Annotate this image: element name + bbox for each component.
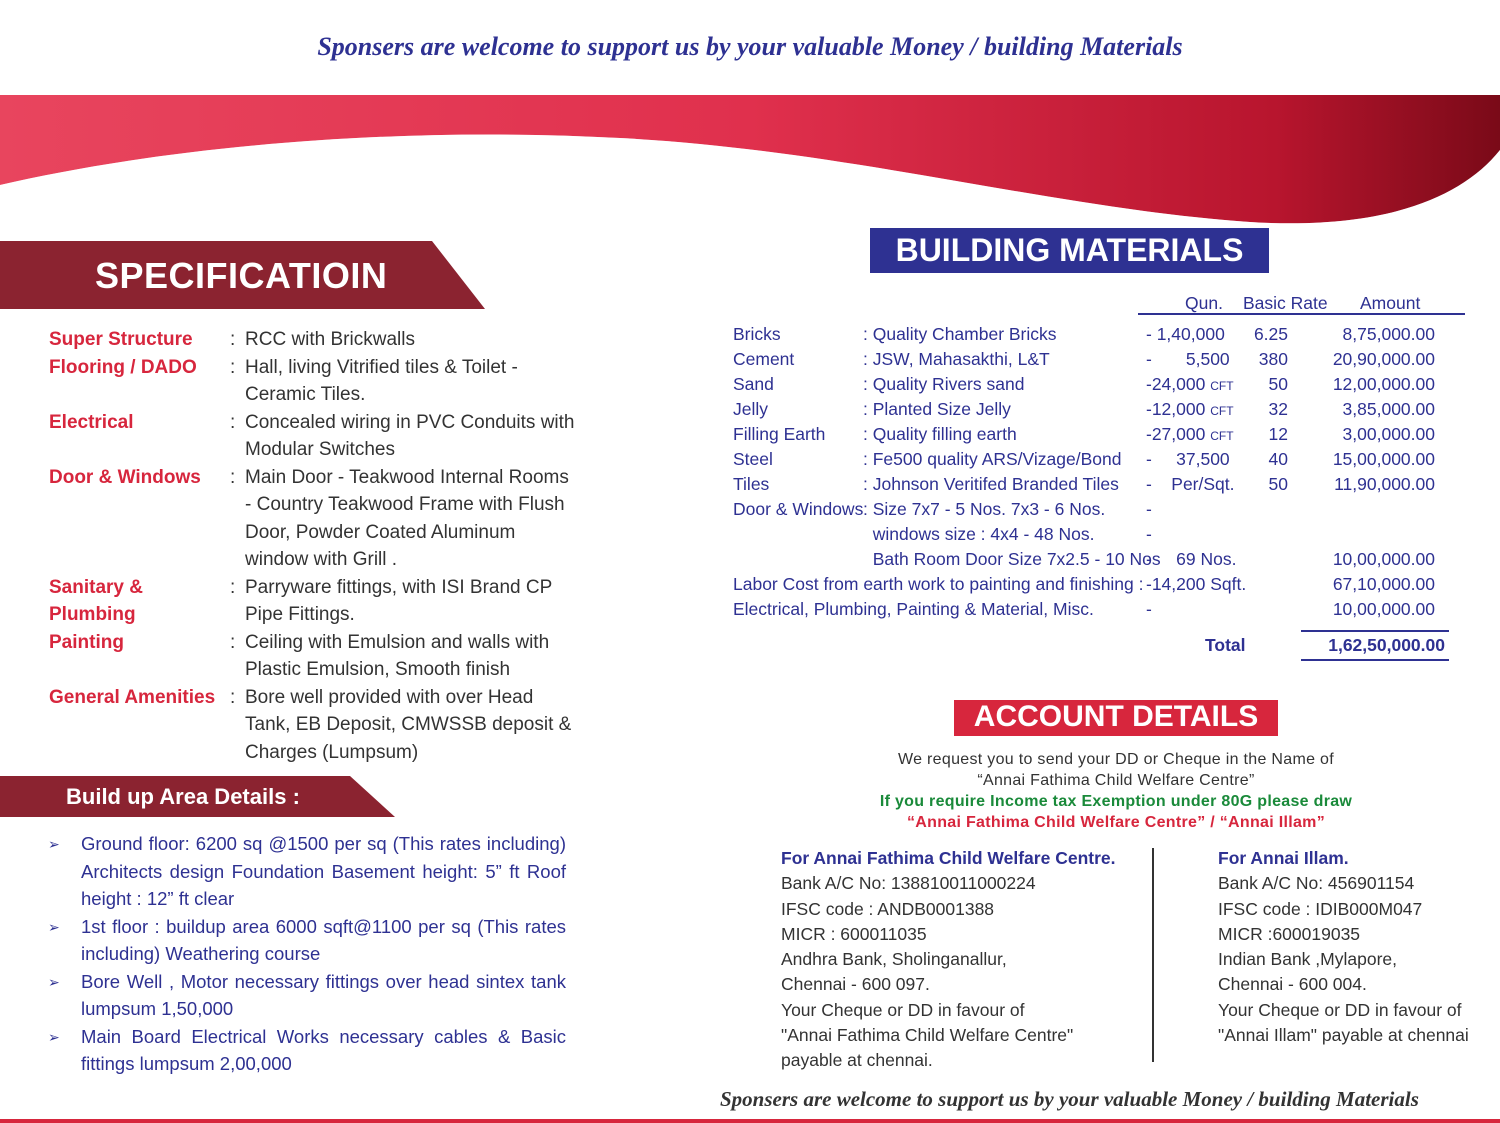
account-line: Chennai - 600 097.: [781, 974, 930, 995]
request-line: We request you to send your DD or Cheque in the Name of: [898, 751, 1334, 768]
bottom-tagline: Sponsers are welcome to support us by your valuable Money / building Materials: [720, 1087, 1419, 1111]
spec-value: Parryware fittings, with ISI Brand CP Pipe Fittings.: [245, 576, 552, 625]
list-item-text: Main Board Electrical Works necessary cables & Basic fittings lumpsum 2,00,000: [81, 1025, 566, 1074]
material-amount: 11,90,000.00: [1334, 474, 1435, 494]
material-desc: : Size 7x7 - 5 Nos. 7x3 - 6 Nos.: [863, 499, 1106, 519]
arrow-bullet-icon: ➢: [48, 973, 60, 990]
spec-colon: :: [230, 576, 236, 598]
account-request: [760, 749, 1472, 833]
spec-colon: :: [230, 411, 236, 433]
account-line: IFSC code : ANDB0001388: [781, 898, 995, 919]
spec-row: [49, 354, 579, 409]
material-qty: - 5,500: [1146, 349, 1230, 369]
misc-row: [733, 599, 1468, 624]
table-row: [733, 399, 1468, 424]
spec-colon: :: [230, 356, 236, 378]
material-desc: : JSW, Mahasakthi, L&T: [863, 349, 1050, 369]
account-left-column: [781, 846, 1116, 1074]
spec-label: Painting: [49, 631, 124, 653]
account-line: Indian Bank ,Mylapore,: [1218, 949, 1397, 970]
misc-qty: -: [1146, 599, 1152, 619]
material-qty: -24,000 CFT: [1146, 374, 1234, 394]
spec-row: [49, 629, 579, 684]
material-amount: 3,00,000.00: [1342, 424, 1435, 444]
material-name: Jelly: [733, 399, 769, 419]
material-rate: 50: [1268, 374, 1288, 394]
spec-row: [49, 684, 579, 767]
request-line: “Annai Fathima Child Welfare Centre”: [977, 772, 1255, 789]
list-item: [48, 913, 568, 968]
spec-value: Hall, living Vitrified tiles & Toilet - Ceramic Tiles.: [245, 356, 518, 405]
list-item-text: Ground floor: 6200 sq @1500 per sq (This rates including) Architects design Foundation Basement height: 5” ft Roof height : 12” ft clear: [81, 833, 566, 909]
table-row: [733, 499, 1468, 524]
table-row: [733, 349, 1468, 374]
material-desc: : Johnson Veritifed Branded Tiles: [863, 474, 1119, 494]
column-header-amount: Amount: [1360, 293, 1421, 313]
account-left-head: For Annai Fathima Child Welfare Centre.: [781, 848, 1116, 868]
misc-amount: 10,00,000.00: [1332, 599, 1435, 619]
arrow-bullet-icon: ➢: [48, 1028, 60, 1045]
account-line: Bank A/C No: 456901154: [1218, 873, 1415, 894]
account-line: "Annai Illam" payable at chennai: [1218, 1025, 1469, 1046]
total-row: [733, 635, 1468, 660]
spec-row: [49, 409, 579, 464]
build-up-list: [48, 830, 568, 1078]
building-materials-title: BUILDING MATERIALS: [895, 232, 1244, 268]
material-amount: 12,00,000.00: [1332, 374, 1435, 394]
material-name: Sand: [733, 374, 774, 394]
material-name: Door & Windows: [733, 499, 864, 519]
spec-value: Ceiling with Emulsion and walls with Plastic Emulsion, Smooth finish: [245, 631, 550, 680]
account-details-title: ACCOUNT DETAILS: [973, 700, 1259, 733]
spec-label: Sanitary & Plumbing: [49, 576, 143, 625]
account-line: Bank A/C No: 138810011000224: [781, 873, 1036, 894]
account-line: Your Cheque or DD in favour of: [1218, 999, 1462, 1020]
material-qty: - 37,500: [1146, 449, 1230, 469]
labor-label: Labor Cost from earth work to painting and finishing :: [733, 574, 1144, 594]
specification-list: [49, 326, 579, 766]
spec-value: Main Door - Teakwood Internal Rooms - Country Teakwood Frame with Flush Door, Powder Coated Aluminum window with Grill .: [245, 466, 569, 570]
spec-colon: :: [230, 466, 236, 488]
account-right-head: For Annai Illam.: [1218, 848, 1349, 868]
table-row: [733, 549, 1468, 574]
spec-label: Electrical: [49, 411, 134, 433]
table-row: [733, 324, 1468, 349]
specification-title: SPECIFICATIOIN: [95, 255, 388, 296]
total-amount: 1,62,50,000.00: [1328, 635, 1445, 655]
material-name: Steel: [733, 449, 773, 469]
spec-colon: :: [230, 631, 236, 653]
material-name: Filling Earth: [733, 424, 826, 444]
arrow-bullet-icon: ➢: [48, 836, 60, 852]
building-materials-banner: [870, 228, 1269, 273]
material-amount: 8,75,000.00: [1342, 324, 1435, 344]
material-desc: windows size : 4x4 - 48 Nos.: [863, 524, 1095, 544]
labor-amount: 67,10,000.00: [1332, 574, 1435, 594]
material-name: Cement: [733, 349, 795, 369]
material-name: Bricks: [733, 324, 781, 344]
account-line: Your Cheque or DD in favour of: [781, 999, 1025, 1020]
material-qty: - 69 Nos.: [1146, 549, 1237, 569]
table-row: [733, 449, 1468, 474]
total-divider-bottom: [1301, 659, 1449, 661]
account-line: "Annai Fathima Child Welfare Centre": [781, 1025, 1074, 1046]
spec-label: Super Structure: [49, 329, 193, 350]
list-item-text: 1st floor : buildup area 6000 sqft@1100 per sq (This rates including) Weathering course: [81, 915, 566, 964]
account-line: MICR :600019035: [1218, 923, 1361, 944]
spec-colon: :: [230, 686, 236, 708]
labor-qty: -14,200 Sqft.: [1146, 574, 1247, 594]
spec-label: Flooring / DADO: [49, 356, 197, 378]
material-rate: 12: [1268, 424, 1288, 444]
total-divider-top: [1301, 630, 1449, 632]
material-qty: -: [1146, 524, 1152, 544]
table-row: [733, 524, 1468, 549]
build-up-banner: [0, 776, 395, 817]
table-row: [733, 374, 1468, 399]
account-line: payable at chennai.: [781, 1050, 933, 1071]
misc-label: Electrical, Plumbing, Painting & Material, Misc.: [733, 599, 1094, 619]
material-qty: - 1,40,000: [1146, 324, 1225, 344]
material-desc: : Quality filling earth: [863, 424, 1017, 444]
tax-payee-line: “Annai Fathima Child Welfare Centre” / “Annai Illam”: [906, 814, 1326, 831]
material-qty: -27,000 CFT: [1146, 424, 1234, 444]
bottom-border: [0, 1119, 1500, 1123]
account-line: Chennai - 600 004.: [1218, 974, 1367, 995]
labor-row: [733, 574, 1468, 599]
decorative-wave: [0, 90, 1500, 230]
material-amount: 15,00,000.00: [1332, 449, 1435, 469]
table-row: [733, 474, 1468, 499]
spec-value: Concealed wiring in PVC Conduits with Modular Switches: [245, 411, 575, 460]
spec-value: RCC with Brickwalls: [245, 329, 415, 350]
specification-banner: [0, 241, 485, 309]
spec-label: General Amenities: [49, 686, 216, 708]
list-item: [48, 1023, 568, 1078]
material-rate: 50: [1268, 474, 1288, 494]
material-rate: 40: [1268, 449, 1288, 469]
spec-label: Door & Windows: [49, 466, 201, 488]
tax-exemption-line: If you require Income tax Exemption under 80G please draw: [879, 793, 1353, 810]
list-item-text: Bore Well , Motor necessary fittings over head sintex tank lumpsum 1,50,000: [81, 970, 566, 1019]
total-label: Total: [1205, 635, 1246, 655]
material-rate: 32: [1268, 399, 1288, 419]
material-amount: 20,90,000.00: [1332, 349, 1435, 369]
account-details-banner: [954, 700, 1278, 736]
column-header-rate: Basic Rate: [1243, 293, 1328, 313]
material-desc: : Quality Chamber Bricks: [863, 324, 1057, 344]
material-desc: : Fe500 quality ARS/Vizage/Bond: [863, 449, 1122, 469]
spec-row: [49, 464, 579, 574]
material-amount: 3,85,000.00: [1342, 399, 1435, 419]
material-amount: 10,00,000.00: [1332, 549, 1435, 569]
list-item: [48, 830, 568, 913]
list-item: [48, 968, 568, 1023]
material-rate: 380: [1258, 349, 1288, 369]
table-row: [733, 424, 1468, 449]
material-qty: - Per/Sqt.: [1146, 474, 1235, 494]
spec-value: Bore well provided with over Head Tank, EB Deposit, CMWSSB deposit & Charges (Lumpsum): [245, 686, 572, 763]
column-header-qty: Qun.: [1185, 293, 1223, 313]
account-line: MICR : 600011035: [781, 923, 927, 944]
header-divider: [1138, 313, 1465, 315]
material-desc: Bath Room Door Size 7x2.5 - 10 Nos: [863, 549, 1161, 569]
account-line: Andhra Bank, Sholinganallur,: [781, 949, 1007, 970]
material-name: Tiles: [733, 474, 770, 494]
material-desc: : Planted Size Jelly: [863, 399, 1011, 419]
spec-row: [49, 574, 579, 629]
arrow-bullet-icon: ➢: [48, 918, 60, 935]
material-qty: -: [1146, 499, 1152, 519]
build-up-title: Build up Area Details :: [66, 784, 300, 809]
material-rate: 6.25: [1253, 324, 1288, 344]
material-qty: -12,000 CFT: [1146, 399, 1234, 419]
spec-colon: :: [230, 329, 236, 350]
spec-row: [49, 326, 579, 354]
account-column-divider: [1152, 848, 1154, 1062]
account-right-column: [1218, 846, 1469, 1048]
top-tagline: Sponsers are welcome to support us by your valuable Money / building Materials: [317, 32, 1183, 61]
material-desc: : Quality Rivers sand: [863, 374, 1025, 394]
account-line: IFSC code : IDIB000M047: [1218, 898, 1423, 919]
